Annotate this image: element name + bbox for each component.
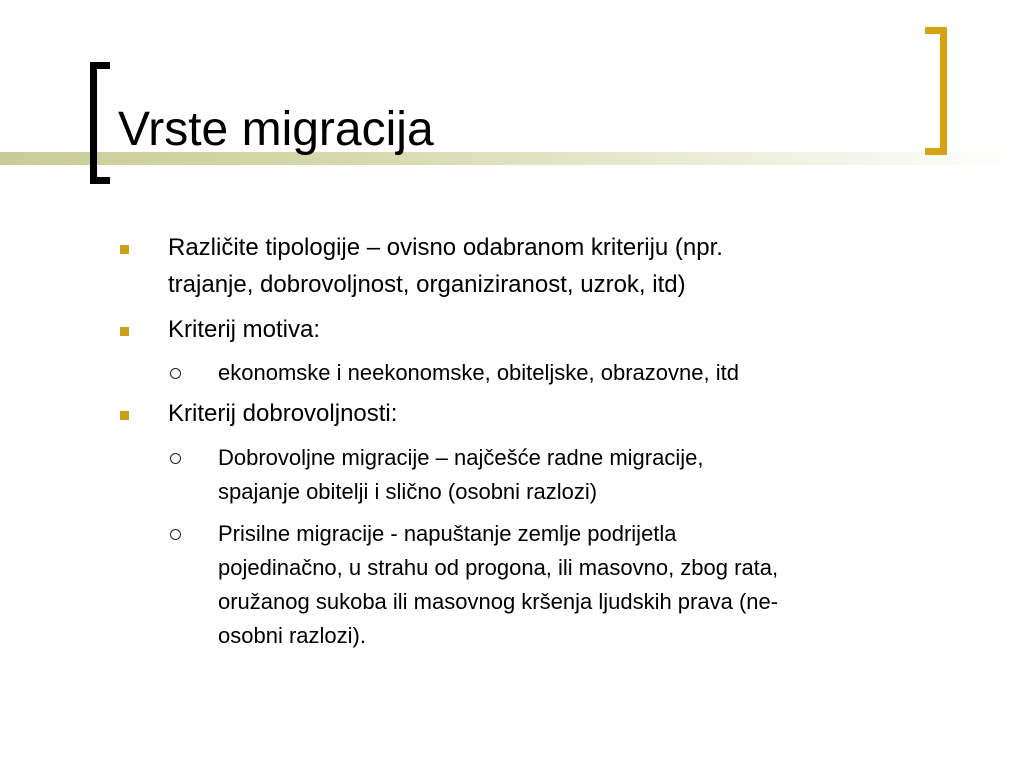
square-bullet-icon — [120, 245, 129, 254]
sub-bullet-3-1-line-2: spajanje obitelji i slično (osobni razlozi) — [218, 479, 598, 504]
sub-bullet-3-1-line-1: Dobrovoljne migracije – najčešće radne migracije, — [218, 445, 704, 470]
sub-bullet-3-2-line-3: oružanog sukoba ili masovnog kršenja ljudskih prava (ne- — [218, 589, 779, 614]
bullet-2-line-1: Kriterij motiva: — [168, 316, 321, 343]
left-bracket-decoration — [90, 62, 110, 184]
sub-bullet-3-2-line-1: Prisilne migracije - napuštanje zemlje podrijetla — [218, 521, 677, 546]
bullet-1-line-2: trajanje, dobrovoljnost, organiziranost, uzrok, itd) — [168, 271, 686, 298]
square-bullet-icon — [120, 327, 129, 336]
circle-bullet-icon — [170, 368, 181, 379]
sub-bullet-3-2-line-2: pojedinačno, u strahu od progona, ili masovno, zbog rata, — [218, 555, 779, 580]
circle-bullet-icon — [170, 529, 181, 540]
sub-bullet-2-1-line-1: ekonomske i neekonomske, obiteljske, obrazovne, itd — [218, 360, 739, 385]
square-bullet-icon — [120, 411, 129, 420]
bullet-3-line-1: Kriterij dobrovoljnosti: — [168, 400, 398, 427]
slide-title: Vrste migracija — [118, 103, 434, 156]
circle-bullet-icon — [170, 453, 181, 464]
sub-bullet-3-2-line-4: osobni razlozi). — [218, 623, 366, 648]
right-bracket-decoration — [925, 27, 947, 155]
bullet-1-line-1: Različite tipologije – ovisno odabranom kriteriju (npr. — [168, 234, 723, 261]
